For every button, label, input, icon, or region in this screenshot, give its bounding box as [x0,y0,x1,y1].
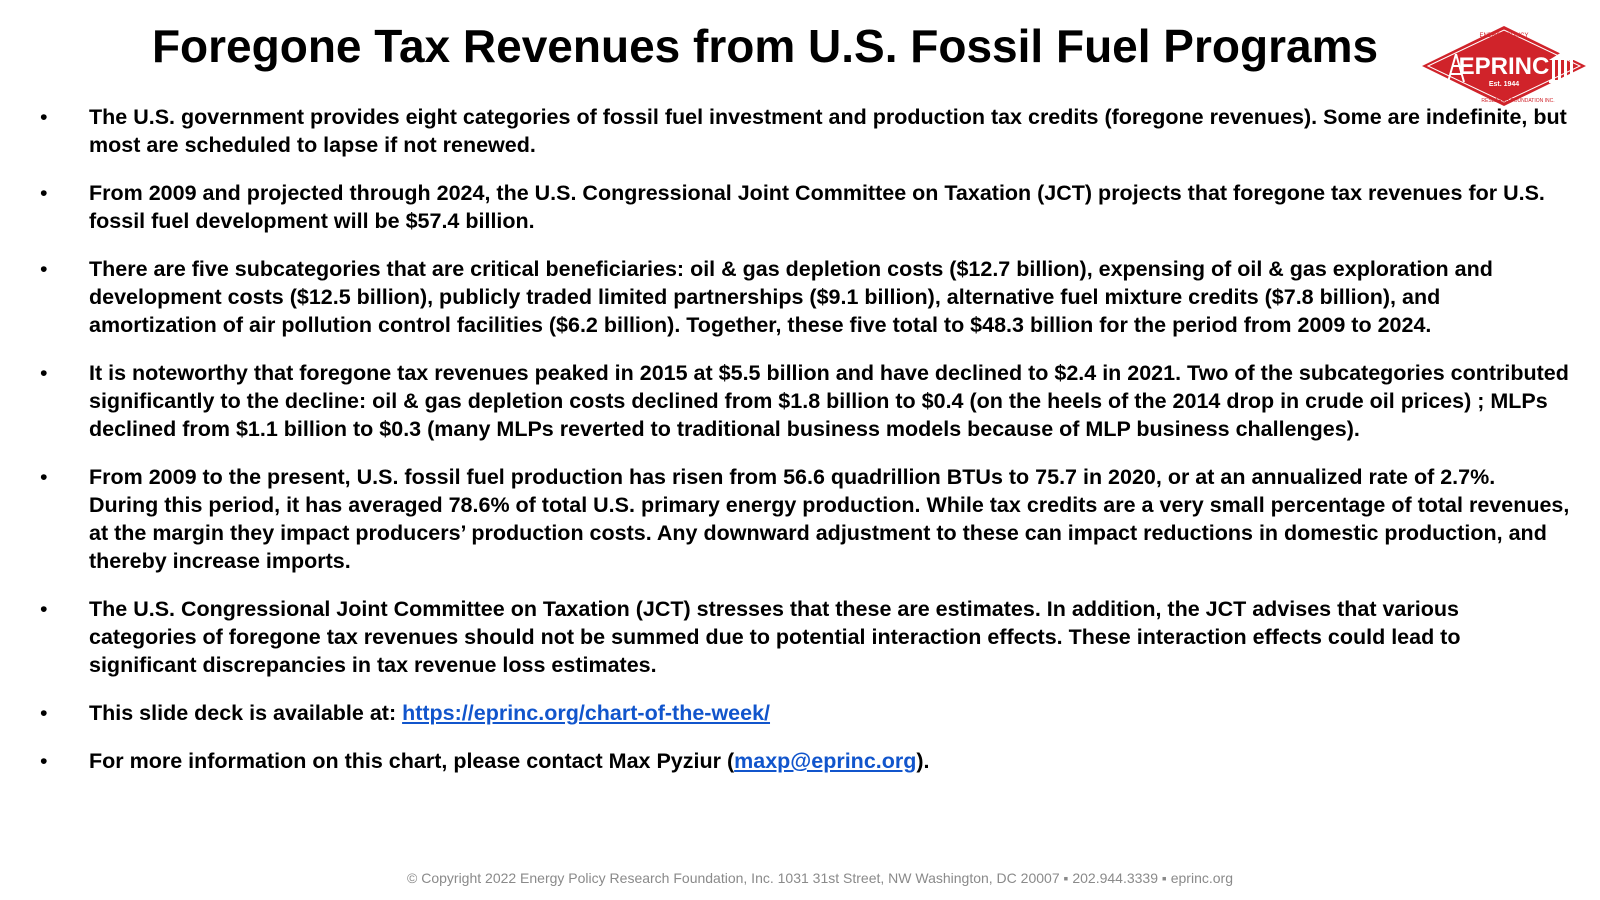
bullet-symbol: • [40,597,48,621]
contact-email-link[interactable]: maxp@eprinc.org [734,749,917,773]
logo-ring-top: ENERGY POLICY [1479,33,1529,39]
bullet-symbol: • [40,257,48,281]
bullet-list [40,103,1570,795]
bullet-item [40,255,1570,339]
logo-est: Est. 1944 [1488,81,1520,88]
bullet-symbol: • [40,105,48,129]
bullet-text: The U.S. government provides eight categories of fossil fuel investment and production tax credits (foregone revenues). Some are indefinite, but most are scheduled to lapse if not renewed. [89,105,1567,157]
bullet-text: It is noteworthy that foregone tax revenues peaked in 2015 at $5.5 billion and have declined to $2.4 in 2021. Two of the subcategories contributed significantly to the decline: oil & gas depletion costs declined from $1.8 billion to $0.4 (on the heels of the 2014 drop in crude oil prices) ; MLPs declined from $1.1 billion to $0.3 (many MLPs reverted to traditional business models because of MLP business challenges). [89,361,1569,441]
bullet-item [40,103,1570,159]
slide-title: Foregone Tax Revenues from U.S. Fossil Fuel Programs [151,20,1379,72]
contact-label: For more information on this chart, please contact Max Pyziur ( [89,749,735,773]
bullet-symbol: • [40,361,48,385]
chart-of-the-week-link[interactable]: https://eprinc.org/chart-of-the-week/ [402,701,771,725]
bullet-symbol: • [40,465,48,489]
slide-deck-label: This slide deck is available at: [89,701,403,725]
bullet-item [40,595,1570,679]
bullet-text: The U.S. Congressional Joint Committee on Taxation (JCT) stresses that these are estimates. In addition, the JCT advises that various categories of foregone tax revenues should not be summed due to potential interaction effects. These interaction effects could lead to significant discrepancies in tax revenue loss estimates. [89,597,1461,677]
copyright-footer: © Copyright 2022 Energy Policy Research Foundation, Inc. 1031 31st Street, NW Washington, DC 20007 ▪ 202.944.3339 ▪ eprinc.org [407,870,1233,886]
bullet-symbol: • [40,701,48,725]
logo-ring-bottom: RESEARCH FOUNDATION INC. [1481,98,1555,104]
contact-bullet [40,747,1570,775]
bullet-text: From 2009 and projected through 2024, the U.S. Congressional Joint Committee on Taxation (JCT) projects that foregone tax revenues for U.S. fossil fuel development will be $57.4 billion. [89,181,1545,233]
bullet-item [40,359,1570,443]
logo-wordmark: EPRINC [1458,53,1550,80]
bullet-item [40,179,1570,235]
bullet-text: There are five subcategories that are critical beneficiaries: oil & gas depletion costs ($12.7 billion), expensing of oil & gas exploration and development costs ($12.5 billion), publicly traded limited partnerships ($9.1 billion), alternative fuel mixture credits ($7.8 billion), and amortization of air pollution control facilities ($6.2 billion). Together, these five total to $48.3 billion for the period from 2009 to 2024. [89,257,1493,337]
slide-deck-bullet [40,699,1570,727]
bullet-symbol: • [40,181,48,205]
eprinc-logo [1418,24,1590,108]
bullet-item [40,463,1570,575]
bullet-symbol: • [40,749,48,773]
contact-suffix: ). [916,749,930,773]
bullet-text: From 2009 to the present, U.S. fossil fuel production has risen from 56.6 quadrillion BTUs to 75.7 in 2020, or at an annualized rate of 2.7%. During this period, it has averaged 78.6% of total U.S. primary energy production. While tax credits are a very small percentage of total revenues, at the margin they impact producers’ production costs. Any downward adjustment to these can impact reductions in domestic production, and thereby increase imports. [89,465,1570,573]
